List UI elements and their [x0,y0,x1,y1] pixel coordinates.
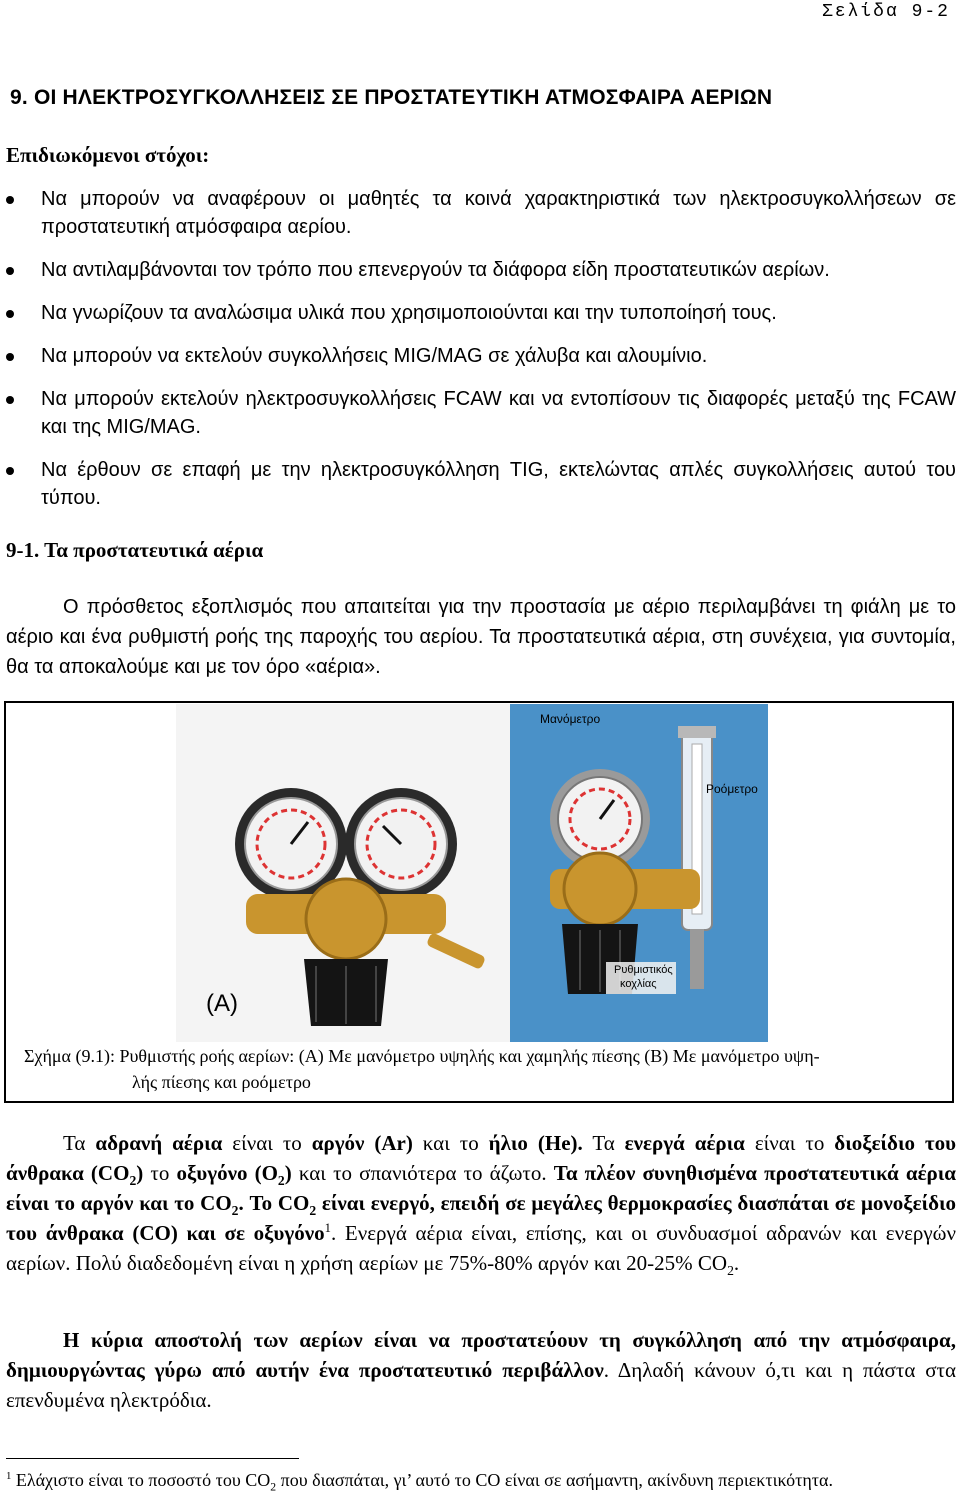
figure-caption-line2: λής πίεσης και ροόμετρο [132,1072,311,1092]
objective-text: Να μπορούν να εκτελούν συγκολλήσεις MIG/MAG σε χάλυβα και αλουμίνιο. [41,345,708,367]
objective-text: Να αντιλαμβάνονται τον τρόπο που επενεργούν τα διάφορα είδη προστατευτικών αερίων. [41,259,830,281]
text-run: που διασπάται, γι’ αυτό το CO είναι σε ασήμαντη, ακίνδυνη περιεκτικότητα. [276,1470,833,1490]
term-co2: διοξείδιο του άνθρακα (CO [6,1131,956,1185]
mission-paragraph [6,1325,956,1415]
bullet-icon [6,196,14,204]
term-inert-gases: αδρανή αέρια [95,1131,223,1155]
bullet-icon [6,353,14,361]
objective-item [6,299,956,327]
term-oxygen: οξυγόνο (O [176,1161,278,1185]
bold-statement: είναι ενεργό, επειδή σε μεγάλες θερμοκρασίες διασπάται σε μονοξείδιο του άνθρακα (CO) και σε οξυγόνο [6,1191,956,1245]
objective-text: Να μπορούν εκτελούν ηλεκτροσυγκολλήσεις FCAW και να εντοπίσουν τις διαφορές μεταξύ της FCAW και της MIG/MAG. [41,388,956,438]
objective-text: Να έρθουν σε επαφή με την ηλεκτροσυγκόλληση TIG, εκτελώντας απλές συγκολλήσεις αυτού του τύπου. [41,459,956,509]
gases-paragraph [6,1128,956,1278]
subscript: 2 [277,1173,285,1189]
bullet-icon [6,396,14,404]
text-run: . Ενεργά αέρια είναι, επίσης, και οι συνδυασμοί αδρανών και ενεργών αερίων. Πολύ διαδεδομένη είναι η χρήση αερίων με 75%-80% αργόν και 20-25% CO [6,1221,956,1275]
figure-label-a: (A) [206,990,238,1017]
text-run: . Δηλαδή κάνουν ό,τι και η πάστα στα επενδυμένα ηλεκτρόδια. [6,1358,956,1412]
text-run: . [733,1251,740,1275]
text-run: ) [284,1161,292,1185]
text-run: και το σπανιότερα το άζωτο. [291,1161,554,1185]
bullet-icon [6,267,14,275]
section-heading: 9-1. Τα προστατευτικά αέρια [6,538,264,562]
footnote-ref: 1 [324,1221,331,1235]
text-run: είναι το [222,1131,312,1155]
term-argon: αργόν (Ar) [311,1131,413,1155]
page-header: Σελίδα 9-2 [821,2,950,22]
figure-caption-line1: Σχήμα (9.1): Ρυθμιστής ροής αερίων: (Α) Με μανόμετρο υψηλής και χαμηλής πίεσης (Β) Με μανόμετρο υψη- [24,1046,820,1066]
bold-statement: . Το CO [238,1191,310,1215]
chapter-title: 9. ΟΙ ΗΛΕΚΤΡΟΣΥΓΚΟΛΛΗΣΕΙΣ ΣΕ ΠΡΟΣΤΑΤΕΥΤΙΚΗ ΑΤΜΟΣΦΑΙΡΑ ΑΕΡΙΩΝ [10,86,773,109]
subscript: 2 [727,1263,734,1279]
bold-statement: Τα πλέον συνηθισμένα προστατευτικά αέρια είναι το αργόν και το CO [6,1161,957,1215]
objective-text: Να μπορούν να αναφέρουν οι μαθητές τα κοινά χαρακτηριστικά των ηλεκτροσυγκολλήσεων σε προστατευτική ατμόσφαιρα αερίου. [41,188,956,238]
term-helium: ήλιο (He). [488,1131,583,1155]
text-run: το [143,1161,177,1185]
intro-paragraph: Ο πρόσθετος εξοπλισμός που απαιτείται για την προστασία με αέριο περιλαμβάνει τη φιάλη με το αέριο και ένα ρυθμιστή ροής της παροχής του αερίου. Τα προστατευτικά αέρια, στη συνέχεια, για συντομία, θα τα αποκαλούμε και με τον όρο «αέρια». [6,596,956,678]
text-run: και το [412,1131,489,1155]
subscript: 2 [129,1173,137,1189]
text-run: Τα [582,1131,625,1155]
term-active-gases: ενεργά αέρια [624,1131,745,1155]
subscript: 2 [231,1203,239,1219]
label-regulator-screw-2: κοχλίας [620,978,657,990]
objective-item [6,256,956,284]
label-manometer: Μανόμετρο [540,712,601,726]
regulator-photo-a [176,704,516,1042]
bullet-icon [6,467,14,475]
objectives-heading: Επιδιωκόμενοι στόχοι: [6,143,210,167]
subscript: 2 [309,1203,317,1219]
objective-item [6,342,956,370]
subscript: 2 [270,1480,277,1494]
objective-item [6,385,956,441]
label-regulator-screw-1: Ρυθμιστικός [614,964,673,976]
text-run: Τα [63,1131,96,1155]
footnote-divider [6,1458,299,1459]
figure [4,701,954,1103]
footnote-mark: 1 [6,1470,12,1482]
figure-caption [24,1043,934,1095]
regulator-photo-b [510,704,768,1042]
objective-item [6,185,956,241]
objective-text: Να γνωρίζουν τα αναλώσιμα υλικά που χρησιμοποιούνται και την τυποποίησή τους. [41,302,777,324]
text-run: είναι το [744,1131,835,1155]
bullet-icon [6,310,14,318]
regulator-b-illustration [510,704,768,1042]
label-flowmeter: Ροόμετρο [706,782,758,796]
bold-statement: Η κύρια αποστολή των αερίων είναι να προστατεύουν τη συγκόλληση από την ατμόσφαιρα, δημιουργώντας γύρω από αυτήν ένα προστατευτικό περιβάλλον [6,1328,956,1382]
text-run: Ελάχιστο είναι το ποσοστό του CO [11,1470,271,1490]
text-run: ) [136,1161,144,1185]
objective-item [6,456,956,512]
objectives-list [6,185,956,527]
footnote [6,1468,833,1492]
